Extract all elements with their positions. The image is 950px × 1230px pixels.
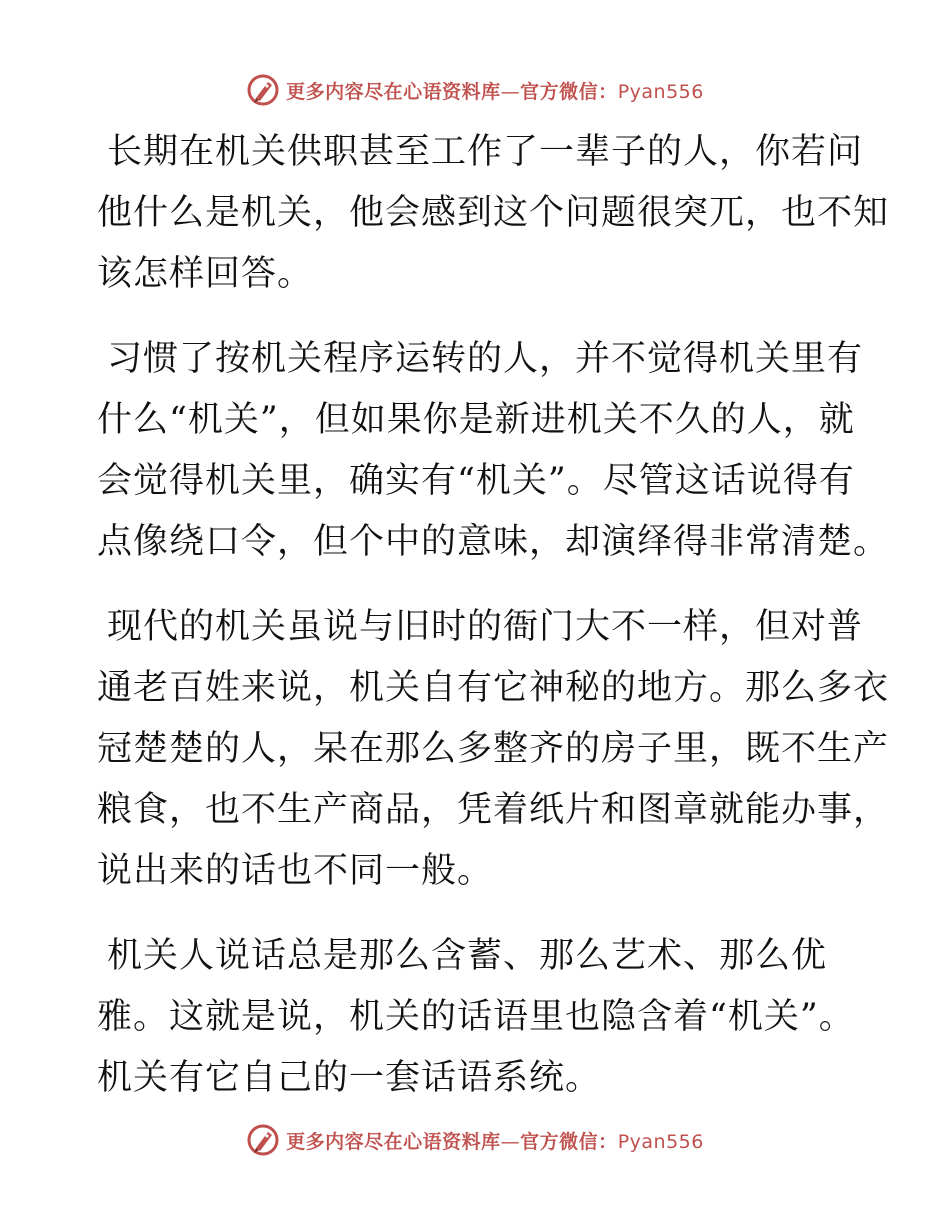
document-body <box>97 122 890 1133</box>
paragraph-line: 现代的机关虽说与旧时的衙门大不一样，但对普 <box>107 607 864 647</box>
paragraph-4 <box>97 926 857 1109</box>
footer-banner-main: 更多内容尽在心语资料库 <box>286 1130 501 1153</box>
footer-banner-separator: — <box>500 1130 521 1153</box>
footer-banner <box>0 1120 950 1160</box>
paragraph-line: 长期在机关供职甚至工作了一辈子的人，你若问 <box>107 132 864 172</box>
paragraph-line: 会觉得机关里，确实有“机关”。尽管这话说得有 <box>97 461 855 501</box>
paragraph-line: 粮食，也不生产商品，凭着纸片和图章就能办事， <box>97 790 890 830</box>
header-banner <box>0 70 950 110</box>
paragraph-line: 该怎样回答。 <box>97 254 314 294</box>
header-banner-separator: — <box>500 80 521 103</box>
footer-banner-text <box>286 1127 704 1154</box>
pen-nib-logo-icon <box>246 73 280 107</box>
paragraph-line: 说出来的话也不同一般。 <box>97 851 494 891</box>
header-banner-main: 更多内容尽在心语资料库 <box>286 80 501 103</box>
pen-nib-logo-icon <box>246 1123 280 1157</box>
paragraph-line: 机关有它自己的一套话语系统。 <box>97 1058 602 1098</box>
paragraph-line: 点像绕口令，但个中的意味，却演绎得非常清楚。 <box>97 522 890 562</box>
paragraph-1 <box>97 122 890 305</box>
paragraph-line: 习惯了按机关程序运转的人，并不觉得机关里有 <box>107 339 864 379</box>
paragraph-line: 冠楚楚的人，呆在那么多整齐的房子里，既不生产 <box>97 729 890 769</box>
header-banner-handle: Pyan556 <box>617 80 704 103</box>
paragraph-3 <box>97 597 890 902</box>
paragraph-line: 通老百姓来说，机关自有它神秘的地方。那么多衣 <box>97 668 890 708</box>
paragraph-line: 雅。这就是说，机关的话语里也隐含着“机关”。 <box>97 997 855 1037</box>
paragraph-line: 他什么是机关，他会感到这个问题很突兀，也不知 <box>97 193 890 233</box>
paragraph-line: 机关人说话总是那么含蓄、那么艺术、那么优 <box>107 936 828 976</box>
paragraph-line: 什么“机关”，但如果你是新进机关不久的人，就 <box>97 400 855 440</box>
header-banner-text <box>286 77 704 104</box>
footer-banner-handle: Pyan556 <box>617 1130 704 1153</box>
header-banner-label: 官方微信： <box>520 80 618 103</box>
footer-banner-label: 官方微信： <box>520 1130 618 1153</box>
paragraph-2 <box>97 329 890 573</box>
